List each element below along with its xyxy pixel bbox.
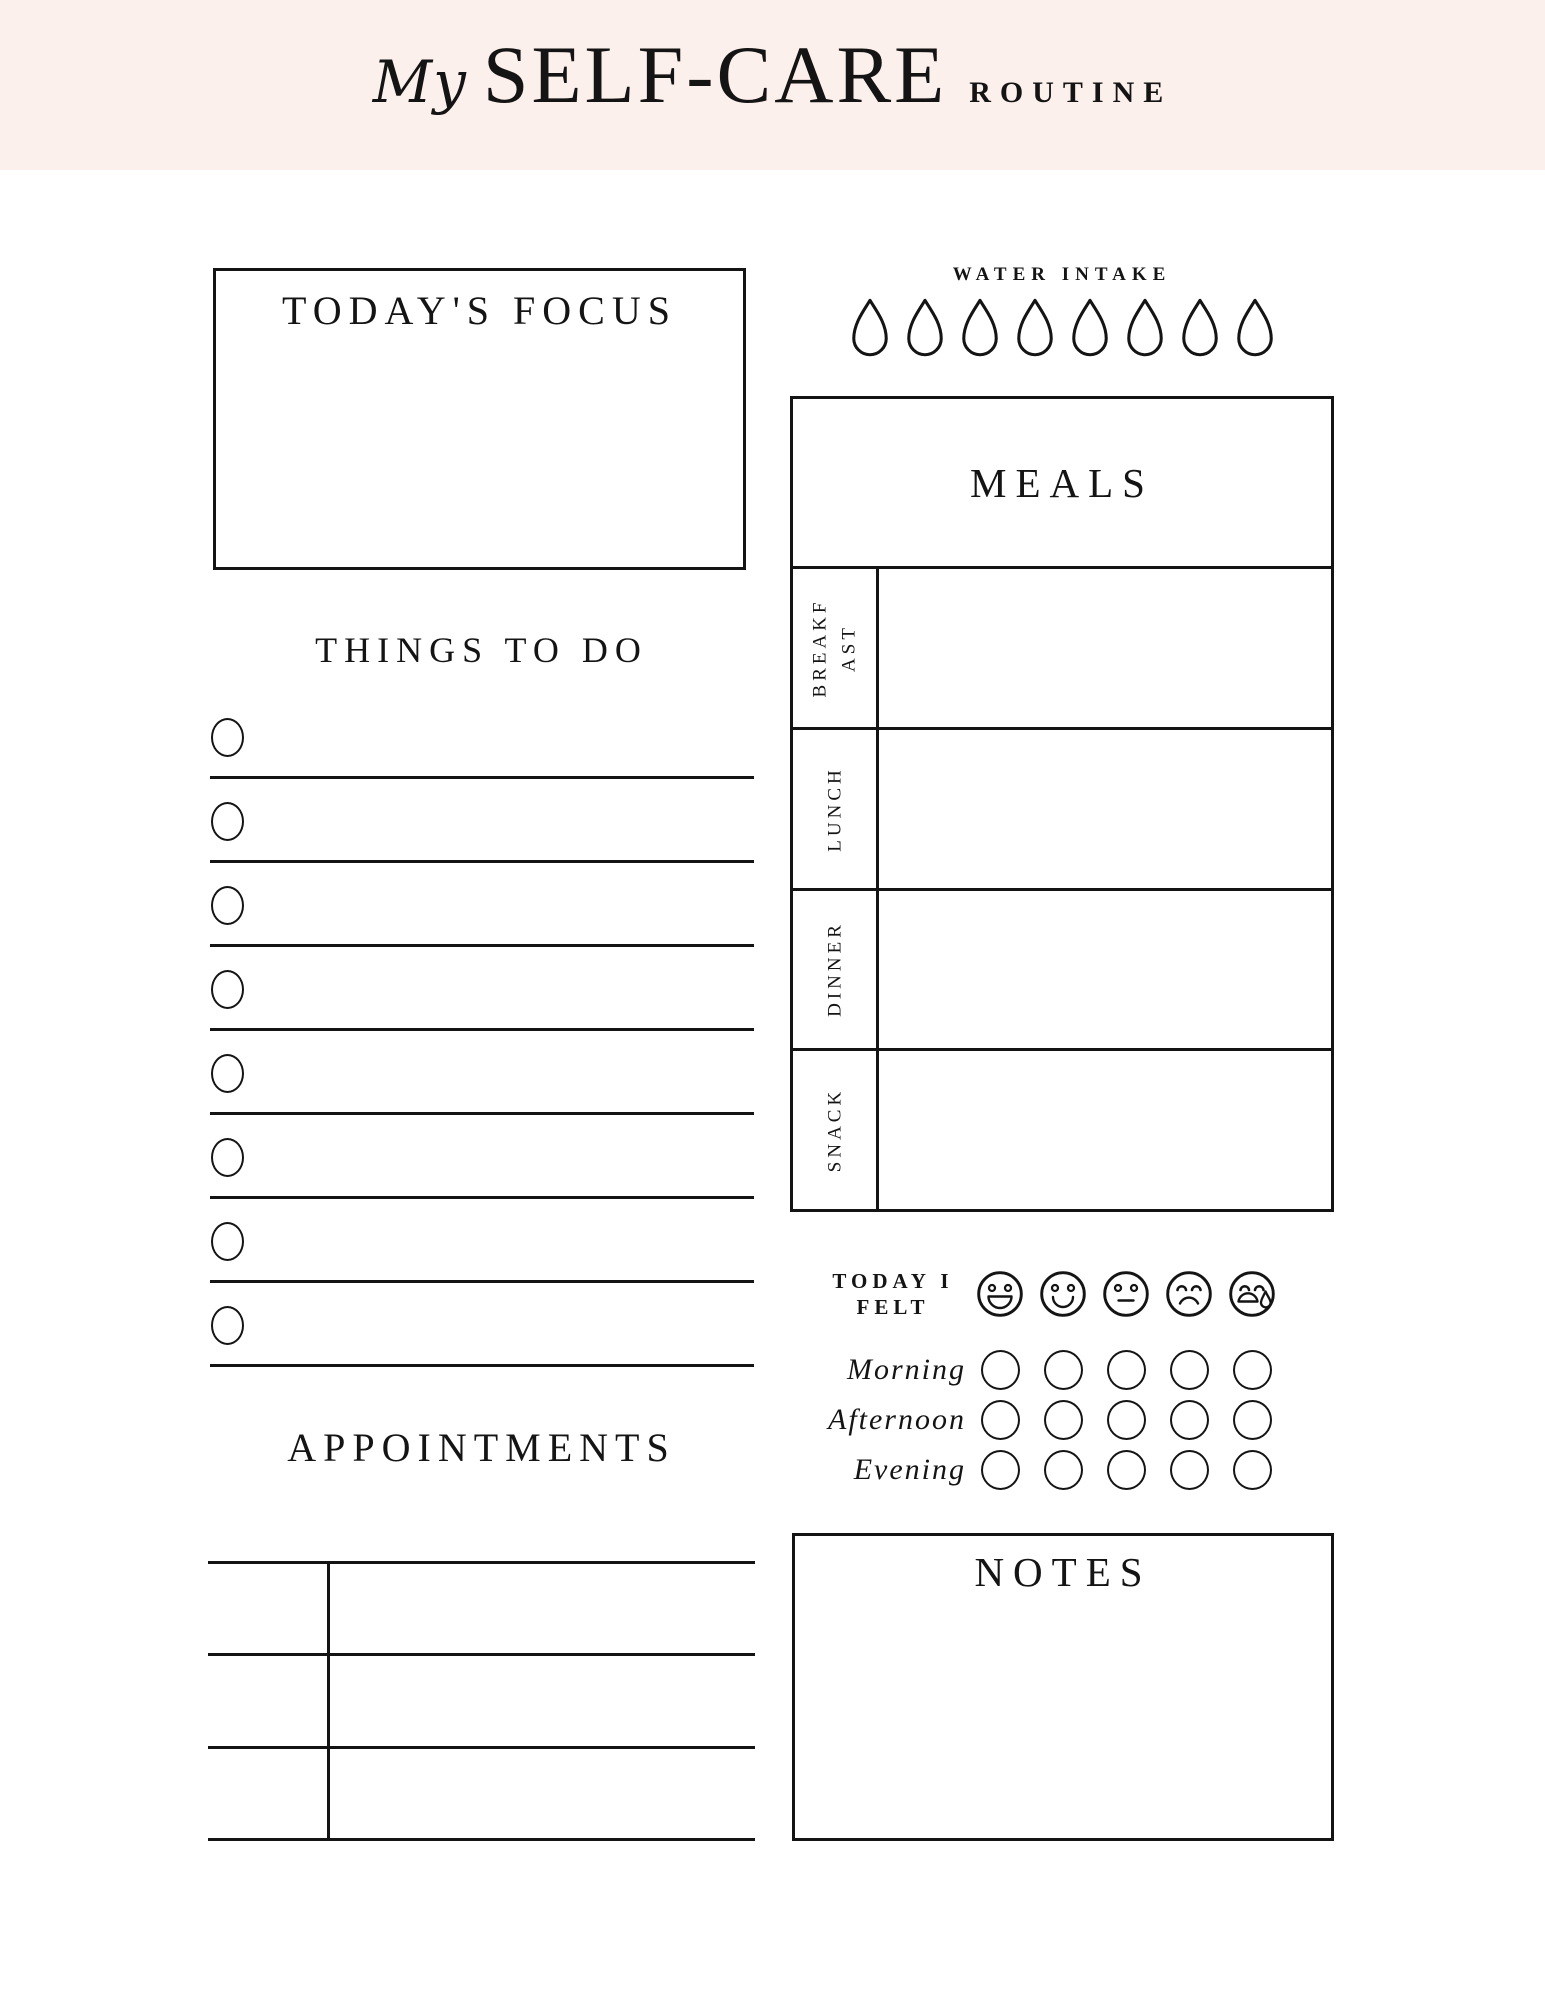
todays-focus-box[interactable] [213, 268, 746, 570]
todo-write-line[interactable] [210, 1028, 754, 1031]
todo-write-line[interactable] [210, 860, 754, 863]
meal-row [793, 891, 1331, 1052]
todo-write-line[interactable] [210, 776, 754, 779]
meal-row [793, 569, 1331, 730]
meal-row [793, 730, 1331, 891]
today-i-felt-line1: TODAY I [832, 1269, 954, 1293]
meals-title: MEALS [970, 459, 1154, 506]
todo-item [210, 886, 755, 970]
todo-checkbox-circle[interactable] [211, 1222, 244, 1261]
water-drop-icon[interactable] [904, 296, 946, 360]
appointments-table [208, 1561, 755, 1841]
todo-checkbox-circle[interactable] [211, 1306, 244, 1345]
today-i-felt-line2: FELT [856, 1295, 930, 1320]
meal-label-cell [793, 891, 879, 1049]
mood-option-circle[interactable] [1044, 1400, 1083, 1440]
meal-label: BREAKFAST [809, 598, 860, 698]
meal-label: LUNCH [823, 765, 845, 852]
title-main-self-care: SELF-CARE [482, 29, 948, 120]
title-script-my: My [372, 48, 467, 116]
title-sub-routine: ROUTINE [969, 76, 1173, 109]
grinning-face-icon [976, 1270, 1024, 1318]
crying-loudly-face-icon [1228, 1270, 1276, 1318]
mood-option-circle[interactable] [1170, 1350, 1209, 1390]
mood-option-circle[interactable] [1107, 1450, 1146, 1490]
appointments-title: APPOINTMENTS [287, 1425, 676, 1470]
mood-option-circle[interactable] [1233, 1450, 1272, 1490]
mood-option-circle[interactable] [1107, 1350, 1146, 1390]
today-i-felt-title [818, 1268, 968, 1321]
notes-box[interactable] [792, 1533, 1334, 1841]
mood-option-circle[interactable] [1233, 1350, 1272, 1390]
appointment-time-cell[interactable] [208, 1564, 330, 1653]
todo-checkbox-circle[interactable] [211, 886, 244, 925]
todo-checkbox-circle[interactable] [211, 1054, 244, 1093]
water-drop-icon[interactable] [1069, 296, 1111, 360]
todo-item [210, 1054, 755, 1138]
meal-label-cell [793, 569, 879, 727]
water-intake-tracker [790, 296, 1334, 360]
todo-item [210, 1222, 755, 1306]
meal-entry-cell[interactable] [879, 891, 1331, 1049]
mood-option-circle[interactable] [981, 1450, 1020, 1490]
notes-title: NOTES [974, 1549, 1152, 1595]
water-drop-icon[interactable] [1014, 296, 1056, 360]
todo-write-line[interactable] [210, 944, 754, 947]
water-drop-icon[interactable] [1234, 296, 1276, 360]
todo-write-line[interactable] [210, 1196, 754, 1199]
meal-label-cell [793, 1051, 879, 1209]
mood-option-circle[interactable] [981, 1400, 1020, 1440]
mood-option-circle[interactable] [1233, 1400, 1272, 1440]
todo-write-line[interactable] [210, 1364, 754, 1367]
meal-entry-cell[interactable] [879, 1051, 1331, 1209]
things-to-do-title: THINGS TO DO [315, 630, 648, 670]
todays-focus-title: TODAY'S FOCUS [282, 288, 677, 333]
mood-option-circle[interactable] [1170, 1450, 1209, 1490]
meals-header [793, 399, 1331, 569]
mood-option-circle[interactable] [981, 1350, 1020, 1390]
mood-option-circle[interactable] [1107, 1400, 1146, 1440]
appointment-time-cell[interactable] [208, 1749, 330, 1838]
appointment-description-cell[interactable] [330, 1656, 755, 1745]
todo-item [210, 802, 755, 886]
todo-write-line[interactable] [210, 1280, 754, 1283]
water-drop-icon[interactable] [1179, 296, 1221, 360]
appointment-row [208, 1749, 755, 1838]
mood-time-label-afternoon: Afternoon [828, 1403, 966, 1436]
meal-label: DINNER [823, 921, 845, 1018]
meal-label-cell [793, 730, 879, 888]
page-title [0, 0, 1545, 170]
appointment-time-cell[interactable] [208, 1656, 330, 1745]
todo-checkbox-circle[interactable] [211, 970, 244, 1009]
todo-checkbox-circle[interactable] [211, 1138, 244, 1177]
appointment-description-cell[interactable] [330, 1564, 755, 1653]
water-drop-icon[interactable] [1124, 296, 1166, 360]
water-drop-icon[interactable] [849, 296, 891, 360]
water-intake-title: WATER INTAKE [952, 264, 1172, 285]
todo-checkbox-circle[interactable] [211, 718, 244, 757]
appointment-description-cell[interactable] [330, 1749, 755, 1838]
todo-checkbox-circle[interactable] [211, 802, 244, 841]
meal-row [793, 1051, 1331, 1209]
todo-item [210, 1138, 755, 1222]
mood-time-label-evening: Evening [853, 1453, 966, 1486]
meal-label: SNACK [823, 1087, 845, 1173]
appointment-row [208, 1656, 755, 1748]
meals-box [790, 396, 1334, 1212]
neutral-face-icon [1102, 1270, 1150, 1318]
appointment-row [208, 1564, 755, 1656]
meal-entry-cell[interactable] [879, 569, 1331, 727]
todo-item [210, 1306, 755, 1390]
todo-item [210, 970, 755, 1054]
water-drop-icon[interactable] [959, 296, 1001, 360]
todo-write-line[interactable] [210, 1112, 754, 1115]
smiling-face-icon [1039, 1270, 1087, 1318]
mood-option-circle[interactable] [1170, 1400, 1209, 1440]
mood-time-label-morning: Morning [847, 1353, 966, 1386]
mood-option-circle[interactable] [1044, 1450, 1083, 1490]
todo-item [210, 718, 755, 802]
meal-rows [793, 569, 1331, 1209]
meal-entry-cell[interactable] [879, 730, 1331, 888]
frowning-face-icon [1165, 1270, 1213, 1318]
mood-option-circle[interactable] [1044, 1350, 1083, 1390]
